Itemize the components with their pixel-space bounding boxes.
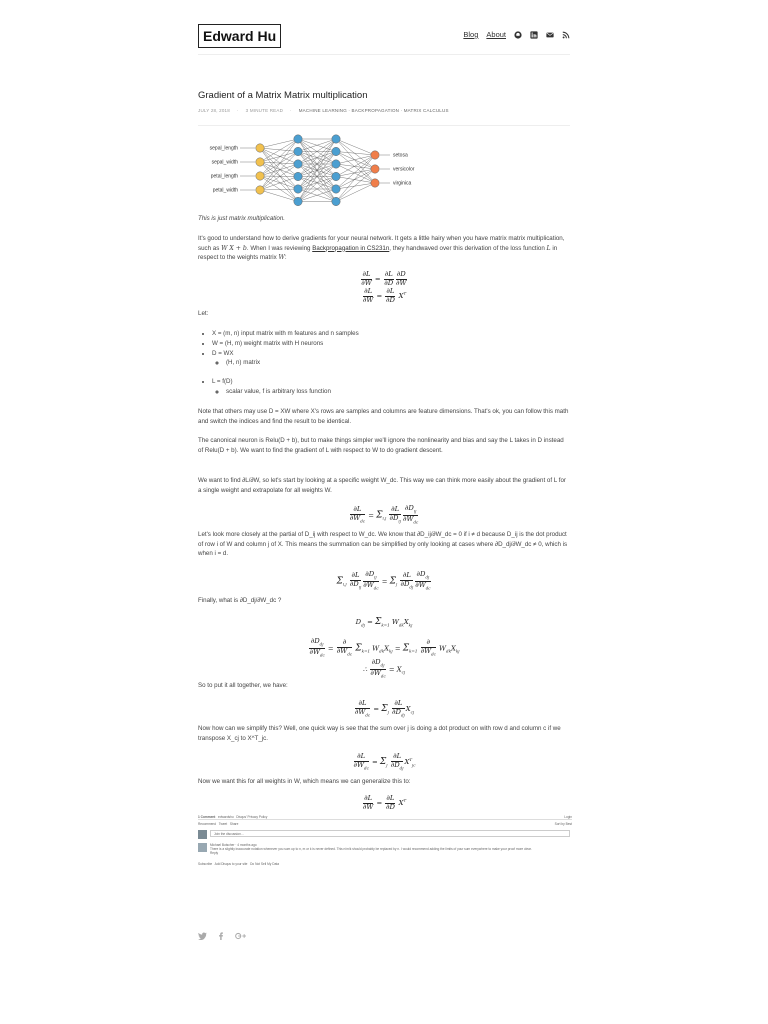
network-edge	[260, 176, 298, 202]
network-node	[256, 172, 264, 180]
paragraph-intro: It's good to understand how to derive gradients for your neural network. It gets a little hairy when you have matrix matrix multiplication, such as W X + b. When I was reviewing Backpropagation in CS231n, they handwaved over this derivation of the loss function L in respect to the weights matrix W:	[198, 235, 565, 262]
network-node	[371, 151, 379, 159]
list-item: • X = (m, n) input matrix with m features and n samples	[212, 329, 562, 339]
definitions-list	[212, 329, 562, 397]
linkedin-icon[interactable]	[530, 31, 538, 39]
network-edge	[336, 155, 375, 177]
input-label: petal_length	[210, 173, 238, 180]
network-edge	[336, 183, 375, 202]
list-item: • W = (H, m) weight matrix with H neurons	[212, 339, 562, 349]
backprop-cs231n-link[interactable]: Backpropagation in CS231n	[312, 244, 390, 252]
network-node	[256, 186, 264, 194]
meta-divider	[198, 125, 570, 126]
paragraph-note: Note that others may use D = XW where X's rows are samples and columns are feature dimensions. That's ok, you can follow this math and switch the indices and find the result to be identical.	[198, 408, 569, 425]
read-time: 3 MINUTE READ	[245, 108, 284, 113]
network-node	[371, 179, 379, 187]
network-edge	[336, 169, 375, 177]
equation-therefore: ∴ $\frac{\partial D_{dj}}{\partial W_{dc}}$ = $X_{cj}$	[362, 658, 406, 679]
comment-text: There is a slightly inaccurate notation whenever you sum up to n, m or k is never defined. This n/m/k should probably be replaced by n. I would recommend adding the limits of your sum everywhere to make your proof more clear.	[210, 847, 532, 851]
google-plus-icon[interactable]	[235, 932, 246, 940]
network-edge	[336, 152, 375, 156]
tweet-button[interactable]: Tweet	[218, 822, 228, 826]
equation-transposed: $\frac{\partial L}{\partial W_{dc}}$ = $\Sigma_j$ $\frac{\partial L}{\partial D_{dj}}$ $X^T_{jc}$	[353, 752, 416, 770]
github-icon[interactable]	[514, 31, 522, 39]
header-divider	[198, 54, 570, 55]
equation-d-dj: $D_{dj} = \Sigma_{k=1}$ $W_{dk}X_{kj}$	[355, 617, 413, 628]
paragraph-finally: Finally, what is ∂D_dj/∂W_dc ?	[198, 597, 282, 604]
add-disqus-link[interactable]: Add Disqus to your site	[214, 862, 248, 866]
network-node	[332, 185, 340, 193]
list-item: • L = f(D) ◦ scalar value, f is arbitrary loss function	[212, 377, 562, 397]
list-subitem: ◦ (H, n) matrix	[226, 358, 562, 368]
network-node	[332, 135, 340, 143]
site-header	[198, 24, 570, 48]
network-edge	[336, 169, 375, 202]
email-icon[interactable]	[546, 31, 554, 39]
network-edge	[260, 152, 298, 163]
subscribe-link[interactable]: Subscribe	[198, 862, 213, 866]
paragraph-generalize: Now we want this for all weights in W, which means we can generalize this to:	[198, 778, 411, 785]
network-edge	[260, 176, 298, 177]
neural-network-figure	[198, 133, 423, 208]
network-edge	[260, 148, 298, 152]
disqus-site[interactable]: edwardshu	[218, 815, 234, 819]
network-node	[332, 160, 340, 168]
site-logo[interactable]: Edward Hu	[198, 24, 281, 48]
input-label: sepal_length	[209, 145, 238, 152]
post-title: Gradient of a Matrix Matrix multiplication	[198, 90, 368, 101]
privacy-link[interactable]: Disqus' Privacy Policy	[236, 815, 268, 819]
avatar	[198, 843, 207, 852]
figure-caption: This is just matrix multiplication.	[198, 215, 285, 222]
share-button[interactable]: Share	[229, 822, 239, 826]
network-node	[332, 172, 340, 180]
disqus-footer	[198, 862, 572, 867]
login-button[interactable]: Login	[564, 815, 572, 819]
equation-combined: $\frac{\partial L}{\partial W_{dc}}$ = $\Sigma_j$ $\frac{\partial L}{\partial D_{dj}}$ $X_{cj}$	[354, 699, 415, 717]
network-node	[256, 158, 264, 166]
facebook-icon[interactable]	[218, 932, 224, 940]
paragraph-partial: Let's look more closely at the partial of D_ij with respect to W_dc. We know that ∂D_ij/∂W_dc = 0 if i ≠ d because D_ij is the dot product of row i of W and column j of X. This means the summation can be simplified by only looking at cases where ∂D_dj/∂W_dc ≠ 0, which is when i = d.	[198, 531, 568, 558]
let-label: Let:	[198, 310, 209, 317]
input-label: petal_width	[212, 187, 238, 194]
top-nav	[463, 30, 570, 39]
post-tags[interactable]: MACHINE LEARNING · BACKPROPAGATION · MATRIX CALCULUS	[298, 108, 449, 113]
list-item: • D = WX ◦ (H, n) matrix	[212, 349, 562, 369]
network-node	[294, 160, 302, 168]
twitter-icon[interactable]	[198, 932, 207, 940]
network-edge	[260, 148, 298, 189]
reply-button[interactable]: Reply	[210, 851, 219, 855]
network-node	[294, 185, 302, 193]
avatar	[198, 830, 207, 839]
network-edge	[336, 177, 375, 184]
network-node	[332, 147, 340, 155]
comment-input[interactable]: Join the discussion...	[210, 830, 570, 837]
network-node	[294, 147, 302, 155]
network-node	[294, 172, 302, 180]
network-node	[256, 144, 264, 152]
paragraph-simplify: Now how can we simplify this? Well, one quick way is see that the sum over j is doing a dot product on with row d and column c if we transpose X_cj to X^T_jc.	[198, 725, 561, 742]
nav-about-link[interactable]: About	[486, 30, 506, 39]
network-node	[371, 165, 379, 173]
equation-chain-rule: $\frac{\partial L}{\partial W}$ = $\frac{\partial L}{\partial D}$ $\frac{\partial D}{\partial W}$	[361, 270, 407, 287]
sort-dropdown[interactable]: Sort by Best	[554, 822, 572, 826]
input-label: sepal_width	[211, 159, 238, 166]
equation-simplified-sum: $\Sigma_{i,j}$ $\frac{\partial L}{\partial D_{ij}}$ $\frac{\partial D_{ij}}{\partial W_{dc}}$ = $\Sigma_j$ $\frac{\partial L}{\partial D_{dj}}$ $\frac{\partial D_{dj}}{\partial W_{dc}}$	[336, 570, 431, 591]
comment-body: Michael Butscher · 4 months ago There is a slightly inaccurate notation whenever you sum up to n, m or k is never defined. This n/m/k should probably be replaced by n. I would recommend adding the limits of your sum everywhere to make your proof more clear. Reply	[210, 843, 532, 855]
network-edge	[336, 139, 375, 183]
paragraph-find-gradient: We want to find ∂L/∂W, so let's start by looking at a specific weight W_dc. This way we can think more easily about the gradient of L for a single weight and extrapolate for all weights W.	[198, 477, 566, 494]
disqus-actions	[198, 822, 572, 828]
comment-count: 1 Comment	[198, 815, 216, 819]
output-label: virginica	[393, 180, 412, 187]
list-subitem: ◦ scalar value, f is arbitrary loss function	[226, 387, 562, 397]
share-bar	[198, 932, 246, 940]
network-edge	[260, 177, 298, 191]
network-node	[332, 197, 340, 205]
equation-final: $\frac{\partial L}{\partial W}$ = $\frac{\partial L}{\partial D}$ $X^T$	[362, 794, 407, 811]
paragraph-neuron: The canonical neuron is Relu(D + b), but to make things simpler we'll ignore the nonlinearity and bias and say the L takes in D instead of Relu(D + b). We want to find the gradient of L with respect to W to do gradient descent.	[198, 437, 564, 454]
comment-author[interactable]: Michael Butscher	[210, 843, 235, 847]
network-edge	[336, 139, 375, 155]
do-not-sell-link[interactable]: Do Not Sell My Data	[250, 862, 279, 866]
equation-derivative-expand: $\frac{\partial D_{dj}}{\partial W_{dc}}$ = $\frac{\partial}{\partial W_{dc}}$ $\Sigma_{k=1}$ $W_{dk}X_{kj} = \Sigma_{k=1}$ $\frac{\partial}{\partial W_{dc}}$ $W_{dk}X_{kj}$	[309, 637, 460, 658]
recommend-button[interactable]: Recommend	[198, 822, 217, 826]
equation-single-weight: $\frac{\partial L}{\partial W_{dc}}$ = $\Sigma_{i,j}$ $\frac{\partial L}{\partial D_{ij}}$ $\frac{\partial D_{ij}}{\partial W_{dc}}$	[349, 504, 419, 525]
output-label: versicolor	[393, 166, 415, 173]
rss-icon[interactable]	[562, 31, 570, 39]
network-edge	[260, 162, 298, 189]
network-edge	[336, 164, 375, 183]
paragraph-put-together: So to put it all together, we have:	[198, 682, 288, 689]
output-label: setosa	[393, 152, 408, 159]
equation-result-top: $\frac{\partial L}{\partial W}$ = $\frac{\partial L}{\partial D}$ $X^T$	[362, 287, 407, 304]
post-meta: JULY 28, 2018 · 3 MINUTE READ · MACHINE LEARNING · BACKPROPAGATION · MATRIX CALCULUS	[198, 108, 449, 113]
post-date: JULY 28, 2018	[198, 108, 230, 113]
network-node	[294, 135, 302, 143]
disqus-comments	[198, 814, 572, 868]
network-edge	[260, 189, 298, 190]
network-node	[294, 197, 302, 205]
nav-blog-link[interactable]: Blog	[463, 30, 479, 39]
disqus-topbar	[198, 814, 572, 820]
